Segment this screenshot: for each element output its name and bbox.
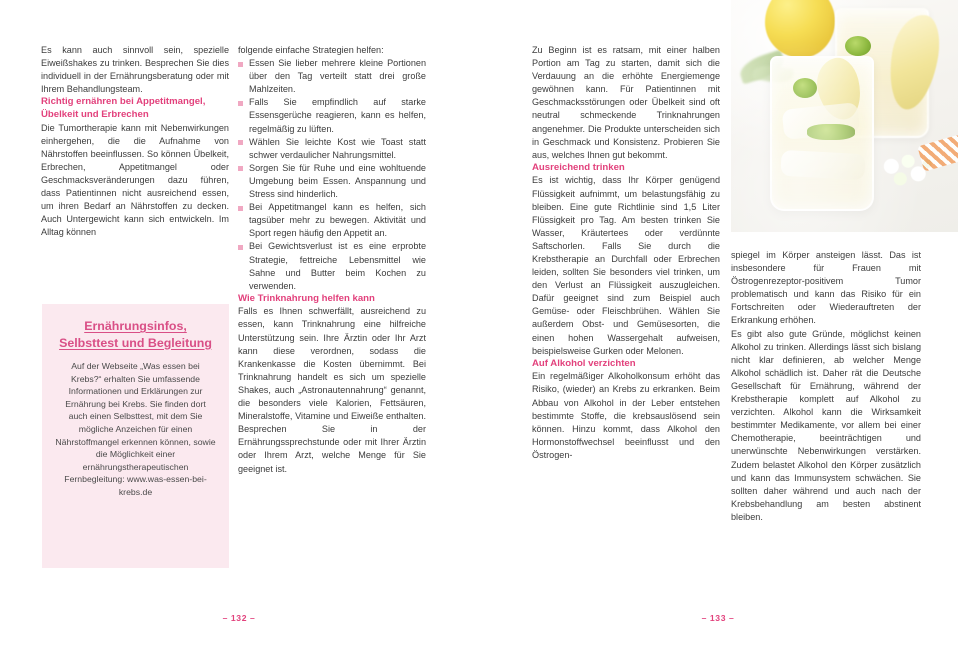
list-item-text: Falls Sie empfindlich auf starke Essensgerüche reagieren, kann es helfen, regelmäßig zu lüften. (249, 97, 426, 134)
square-bullet-icon (238, 140, 243, 145)
info-box-body: Auf der Webseite „Was essen bei Krebs?“ erhalten Sie umfassende Informationen und Erklärungen zur Ernährung bei Krebs. Sie finden dort auch einen Selbsttest, mit dem Sie mögliche Anzeichen für einen Nährstoffmangel erkennen können, sowie die Möglichkeit einer ernährungstherapeutischen Fernbegleitung: www.was-essen-bei-krebs.de (55, 361, 216, 497)
page-number-left: – 132 – (222, 613, 256, 623)
column-three (532, 44, 720, 462)
square-bullet-icon (238, 62, 243, 67)
list-item (238, 162, 426, 201)
heading-auf-alkohol-verzichten: Auf Alkohol verzichten (532, 357, 636, 369)
col2-lead-in: folgende einfache Strategien helfen: (238, 45, 384, 55)
list-item-text: Bei Appetitmangel kann es helfen, sich tagsüber mehr zu bewegen. Aktivität und Sport regen häufig den Appetit an. (249, 202, 426, 239)
col4-body-paragraph-one: spiegel im Körper ansteigen lässt. Das ist insbesondere für Frauen mit Östrogenrezeptor-positivem Tumor problematisch und kann das Risiko für ein Fortschreiten oder Wiederauftreten der Erkrankung erhöhen. (731, 250, 921, 326)
list-item-text: Sorgen Sie für Ruhe und eine wohltuende Umgebung beim Essen. Anspannung und Stress sind hinderlich. (249, 162, 426, 200)
list-item (238, 136, 426, 162)
col3-body-paragraph-three: Ein regelmäßiger Alkoholkonsum erhöht das Risiko, (wieder) an Krebs zu erkranken. Beim Abbau von Alkohol in der Leber entstehen bestimmte Stoffe, die krebsauslösend sein können. Hinzu kommt, dass Alkohol den Hormonstoffwechsel beeinflusst und den Östrogen- (532, 371, 720, 460)
square-bullet-icon (238, 101, 243, 106)
col1-body-paragraph: Die Tumortherapie kann mit Nebenwirkungen einhergehen, die die Aufnahme von Nährstoffen beeinflussen. So können Übelkeit, Erbrechen, Appetitmangel oder Geschmacksveränderungen dazu führen, dass Patientinnen nicht ausreichend essen, um ihren Bedarf an Nährstoffen zu decken. Auch Untergewicht kann sich entwickeln. Im Alltag können (41, 122, 229, 238)
strategies-bullet-list (238, 57, 426, 293)
list-item (238, 96, 426, 135)
heading-richtig-ernaehren: Richtig ernähren bei Appetitmangel, Übelkeit und Erbrechen (41, 96, 206, 120)
column-one (41, 44, 229, 239)
heading-trinknahrung: Wie Trinknahrung helfen kann (238, 292, 375, 304)
drink-photo (731, 0, 958, 232)
list-item-text: Essen Sie lieber mehrere kleine Portionen über den Tag verteilt statt drei große Mahlzeiten. (249, 58, 426, 95)
column-two (238, 44, 426, 476)
col3-body-paragraph-two: Es ist wichtig, dass Ihr Körper genügend Flüssigkeit aufnimmt, um belastungsfähig zu bleiben. Eine gute Richtlinie sind 1,5 Liter Flüssigkeit pro Tag. Am besten trinken Sie Wasser, Kräutertees oder verdünnte Saftschorlen. Falls Sie durch die Krebstherapie an Durchfall oder Erbrechen leiden, sollten Sie besonders viel trinken, um den Verlust an Flüssigkeit auszugleichen. Dafür geeignet sind zum Beispiel auch Gemüse- oder Fleischbrühen. Wählen Sie außerdem Obst- und Gemüsesorten, die einen hohen Wassergehalt aufweisen, beispielsweise Gurken oder Melonen. (532, 175, 720, 356)
list-item-text: Bei Gewichtsverlust ist es eine erprobte Strategie, fettreiche Lebensmittel wie Sahne und Butter beim Kochen zu verwenden. (249, 241, 426, 291)
list-item (238, 240, 426, 292)
list-item (238, 57, 426, 96)
square-bullet-icon (238, 206, 243, 211)
col2-body-paragraph: Falls es Ihnen schwerfällt, ausreichend zu essen, kann Trinknahrung eine hilfreiche Unterstützung sein. Ihre Ärztin oder Ihr Arzt kann diese verordnen, sodass die Krankenkasse die Kosten übernimmt. Bei Trinknahrung handelt es sich um spezielle Shakes, auch „Astronautennahrung“ genannt, die besonders viele Kalorien, Fettsäuren, Mineralstoffe, Vitamine und Eiweiße enthalten. Besprechen Sie in der Ernährungssprechstunde oder mit Ihrer Ärztin oder Ihrem Arzt, welche Menge für Sie geeignet ist. (238, 306, 426, 474)
column-four (731, 249, 921, 524)
square-bullet-icon (238, 245, 243, 250)
col3-body-paragraph-one: Zu Beginn ist es ratsam, mit einer halben Portion am Tag zu starten, damit sich die Verdauung an die erhöhte Energiemenge gewöhnen kann. Für Patientinnen mit Geschmacksstörungen oder Übelkeit sind oft neutral schmeckende Trinknahrungen angenehmer. Die Produkte unterscheiden sich in Geschmack und Konsistenz. Probieren Sie aus, welches Ihnen gut bekommt. (532, 45, 720, 160)
col1-intro-paragraph: Es kann auch sinnvoll sein, spezielle Eiweißshakes zu trinken. Besprechen Sie dies individuell in der Ernährungsberatung oder mit Ihrem Behandlungsteam. (41, 45, 229, 95)
info-box-ernaehrungsinfos (42, 304, 229, 568)
heading-ausreichend-trinken: Ausreichend trinken (532, 161, 625, 173)
square-bullet-icon (238, 166, 243, 171)
list-item-text: Wählen Sie leichte Kost wie Toast statt schwer verdaulicher Nahrungsmittel. (249, 136, 426, 160)
photo-sheen (731, 0, 958, 232)
col4-body-paragraph-two: Es gibt also gute Gründe, möglichst keinen Alkohol zu trinken. Allerdings lässt sich bislang nicht klar definieren, ab welcher Menge Alkohol schädlich ist. Daher rät die Deutsche Gesellschaft für Ernährung, während der Krebstherapie komplett auf Alkohol zu verzichten. Alkohol kann die Wirksamkeit bestimmter Medikamente, vor allem bei einer Chemotherapie, beeinträchtigen und unerwünschte Nebenwirkungen verstärken. Zudem belastet Alkohol den Körper zusätzlich und kann das Immunsystem schwächen. Sie sollten daher während und auch nach der Krebsbehandlung am besten abstinent bleiben. (731, 328, 921, 522)
list-item (238, 201, 426, 240)
info-box-heading: Ernährungsinfos, Selbsttest und Begleitung (59, 319, 212, 350)
page-number-right: – 133 – (701, 613, 735, 623)
